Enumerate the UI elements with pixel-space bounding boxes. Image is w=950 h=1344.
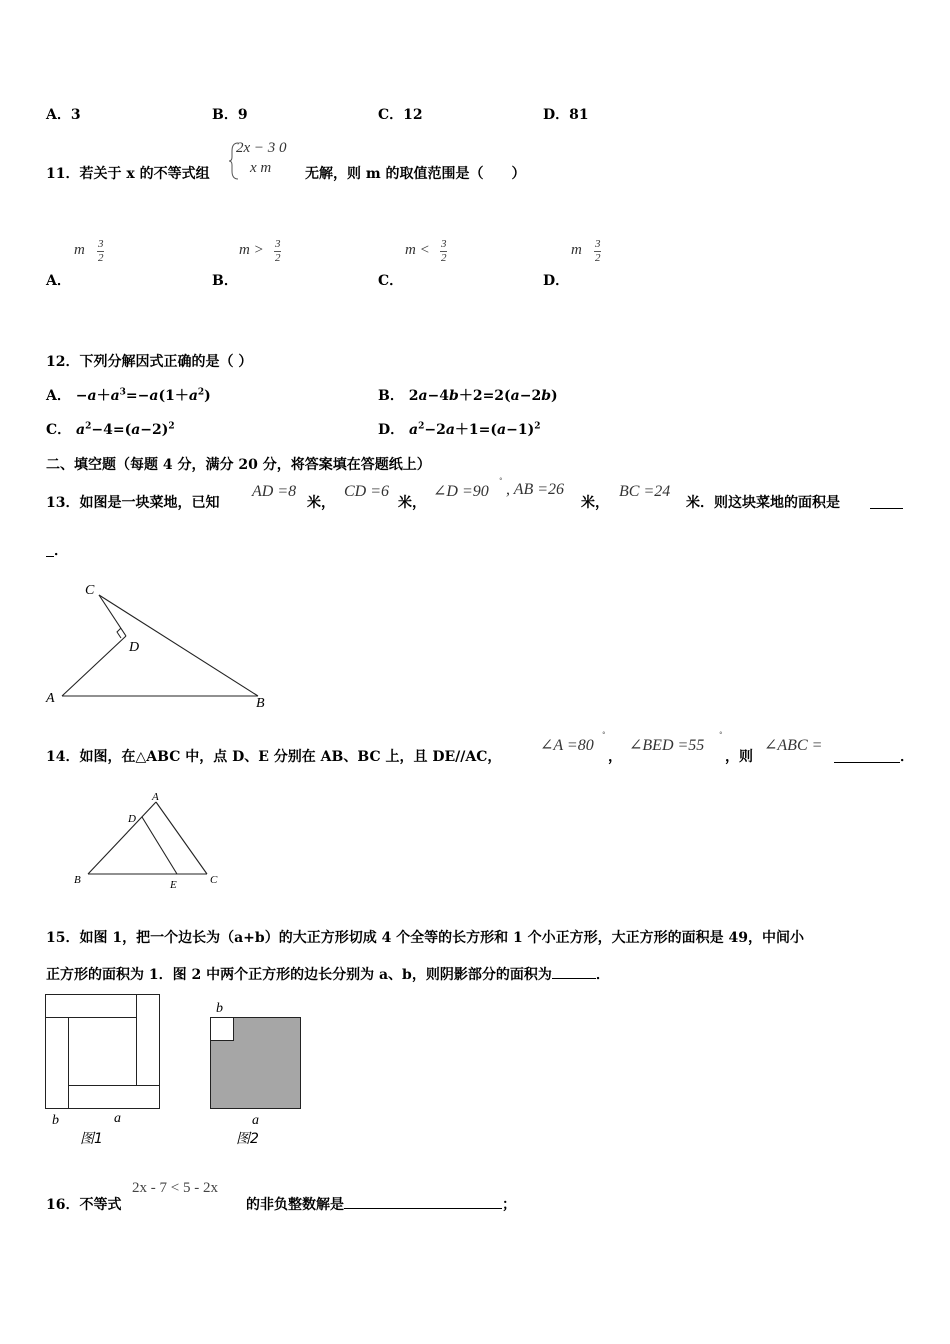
- label-d: D: [129, 640, 140, 655]
- option-expr: m >: [239, 242, 264, 258]
- small-square: [211, 1018, 234, 1041]
- q16-inequality: 2x - 7 < 5 - 2x: [132, 1180, 218, 1196]
- figure-caption: 图1: [80, 1131, 103, 1147]
- q16-answer-blank[interactable]: [344, 1194, 502, 1209]
- q10-option-c[interactable]: [378, 104, 423, 124]
- question-text: 如图是一块菜地，已知: [79, 495, 220, 511]
- option-expr: m <: [405, 242, 430, 258]
- label-c: C: [85, 583, 95, 598]
- label-d: D: [128, 813, 136, 825]
- degree-mark: °: [602, 731, 606, 739]
- option-expr: $-a+a^3=-a(1+a^2)$: [75, 387, 211, 404]
- q12-option-d[interactable]: [378, 419, 540, 439]
- q13-ab-expr: , AB =26: [506, 481, 565, 498]
- q16-stem: [46, 1194, 121, 1214]
- q13-text-unit: 米，: [307, 495, 335, 511]
- segment-ba: [88, 802, 156, 874]
- label-b: b: [216, 1001, 223, 1016]
- q14-period: ．: [900, 749, 914, 765]
- frac-numerator: 3: [275, 238, 281, 250]
- q10-option-b[interactable]: [212, 104, 248, 124]
- option-text: 81: [569, 107, 589, 123]
- q11-option-a[interactable]: [46, 238, 166, 288]
- label-e: E: [170, 879, 177, 891]
- q13-bc-expr: BC =24: [619, 483, 671, 500]
- q13-figure: [40, 575, 280, 715]
- q15-figure-1: [40, 990, 170, 1150]
- question-text: 如图 1，把一个边长为（a+b）的大正方形切成 4 个全等的长方形和 1 个小正方形，大正方形的面积是 49，中间小: [79, 930, 805, 946]
- option-text: 12: [403, 107, 423, 123]
- segment-da: [62, 636, 126, 696]
- label-a: a: [252, 1113, 259, 1128]
- q12-stem: [46, 351, 252, 371]
- option-letter: B．: [212, 273, 238, 289]
- frac-denominator: 2: [98, 252, 104, 264]
- option-letter: B．: [212, 107, 238, 123]
- q13-ad-expr: AD =8: [252, 483, 297, 500]
- question-number: 16．: [46, 1197, 80, 1213]
- q14-sep: ，: [608, 749, 622, 765]
- segment-cd: [99, 595, 126, 636]
- question-text: 正方形的面积为 1．图 2 中两个正方形的边长分别为 a、b，则阴影部分的面积为: [46, 967, 552, 983]
- q15-line1: [46, 927, 804, 947]
- label-a: A: [46, 691, 55, 706]
- question-text: 如图，在△ABC 中，点 D、E 分别在 AB、BC 上，且 DE//AC，: [79, 749, 502, 765]
- q11-inequality-system: [228, 141, 308, 181]
- q15-figure-2: [200, 990, 320, 1150]
- question-number: 15．: [46, 930, 80, 946]
- q15-line2: [46, 964, 610, 984]
- frac-numerator: 3: [441, 238, 447, 250]
- q12-option-c[interactable]: [46, 419, 175, 439]
- question-text: 下列分解因式正确的是（ ）: [79, 354, 253, 370]
- label-a: A: [152, 791, 159, 803]
- question-text: 的非负整数解是: [246, 1197, 344, 1213]
- q16-semicolon: ；: [502, 1197, 516, 1213]
- system-line-1: 2x − 3 0: [236, 140, 287, 156]
- right-angle-mark: [117, 628, 121, 638]
- option-letter: A．: [46, 273, 71, 289]
- q13-cd-expr: CD =6: [344, 483, 390, 500]
- q14-answer-blank[interactable]: [834, 746, 900, 763]
- option-text: 3: [70, 107, 81, 123]
- frac-denominator: 2: [275, 252, 281, 264]
- degree-mark: °: [719, 731, 723, 739]
- q15-period: ．: [595, 967, 610, 983]
- option-letter: C．: [378, 107, 404, 123]
- q13-text-unit: 米，: [581, 495, 609, 511]
- system-line-2: x m: [250, 160, 272, 176]
- option-expr: m: [571, 242, 582, 258]
- q13-stem: [46, 492, 219, 512]
- frac-numerator: 3: [595, 238, 601, 250]
- option-letter: D．: [378, 422, 405, 438]
- question-number: 14．: [46, 749, 80, 765]
- q15-answer-blank[interactable]: [552, 964, 596, 979]
- degree-mark: °: [499, 477, 503, 485]
- label-b: b: [52, 1113, 59, 1128]
- q14-sep: ，则: [725, 749, 753, 765]
- segment-cb: [99, 595, 258, 696]
- frac-denominator: 2: [595, 252, 601, 264]
- q14-angle-a: ∠A =80: [540, 737, 594, 754]
- option-letter: C．: [378, 273, 404, 289]
- q11-stem-end: 无解，则 m 的取值范围是（ ）: [305, 166, 526, 182]
- q13-answer-blank-cont[interactable]: [46, 542, 54, 557]
- q16-stem-end: [246, 1194, 516, 1214]
- q13-text-end: 米．则这块菜地的面积是: [686, 495, 840, 511]
- q12-option-b[interactable]: [378, 385, 558, 405]
- segment-de: [142, 817, 177, 874]
- segment-ac: [156, 802, 207, 874]
- question-number: 12．: [46, 354, 80, 370]
- option-text: 9: [237, 107, 248, 123]
- option-expr: $a^2-4=(a-2)^2$: [76, 421, 175, 438]
- figure-caption: 图2: [236, 1131, 259, 1147]
- q14-figure: [66, 788, 226, 893]
- q13-answer-blank[interactable]: [870, 492, 903, 509]
- q11-option-b[interactable]: [212, 238, 332, 288]
- q10-option-d[interactable]: [543, 104, 589, 124]
- label-b: B: [256, 696, 265, 711]
- q12-option-a[interactable]: [46, 385, 211, 405]
- label-c: C: [210, 874, 218, 886]
- question-number: 13．: [46, 495, 80, 511]
- option-letter: A．: [46, 388, 71, 404]
- q10-option-a[interactable]: [46, 104, 81, 124]
- q11-option-c[interactable]: [378, 238, 498, 288]
- q11-option-d[interactable]: [543, 238, 663, 288]
- q13-angle-expr: ∠D =90: [433, 483, 489, 500]
- q14-angle-abc: ∠ABC =: [764, 737, 823, 754]
- option-letter: A．: [46, 107, 71, 123]
- label-a: a: [114, 1111, 121, 1126]
- section-title: 二、填空题（每题 4 分，满分 20 分，将答案填在答题纸上）: [46, 457, 431, 473]
- q14-stem: [46, 746, 501, 766]
- q14-angle-bed: ∠BED =55: [629, 737, 705, 754]
- q13-text-unit: 米，: [398, 495, 426, 511]
- q13-period: ．: [54, 543, 68, 559]
- option-letter: B．: [378, 388, 404, 404]
- option-letter: D．: [543, 273, 570, 289]
- frac-denominator: 2: [441, 252, 447, 264]
- q11-stem: [46, 163, 210, 183]
- question-text: 不等式: [79, 1197, 122, 1213]
- question-number: 11．: [46, 166, 80, 182]
- option-letter: D．: [543, 107, 570, 123]
- option-expr: $a^2-2a+1=(a-1)^2$: [409, 421, 541, 438]
- large-square: [46, 995, 160, 1109]
- option-expr: 2a−4b＋2=2(a−2b): [408, 388, 558, 404]
- question-text: 若关于 x 的不等式组: [79, 166, 210, 182]
- frac-numerator: 3: [98, 238, 104, 250]
- label-b: B: [74, 874, 81, 886]
- option-letter: C．: [46, 422, 72, 438]
- option-expr: m: [74, 242, 85, 258]
